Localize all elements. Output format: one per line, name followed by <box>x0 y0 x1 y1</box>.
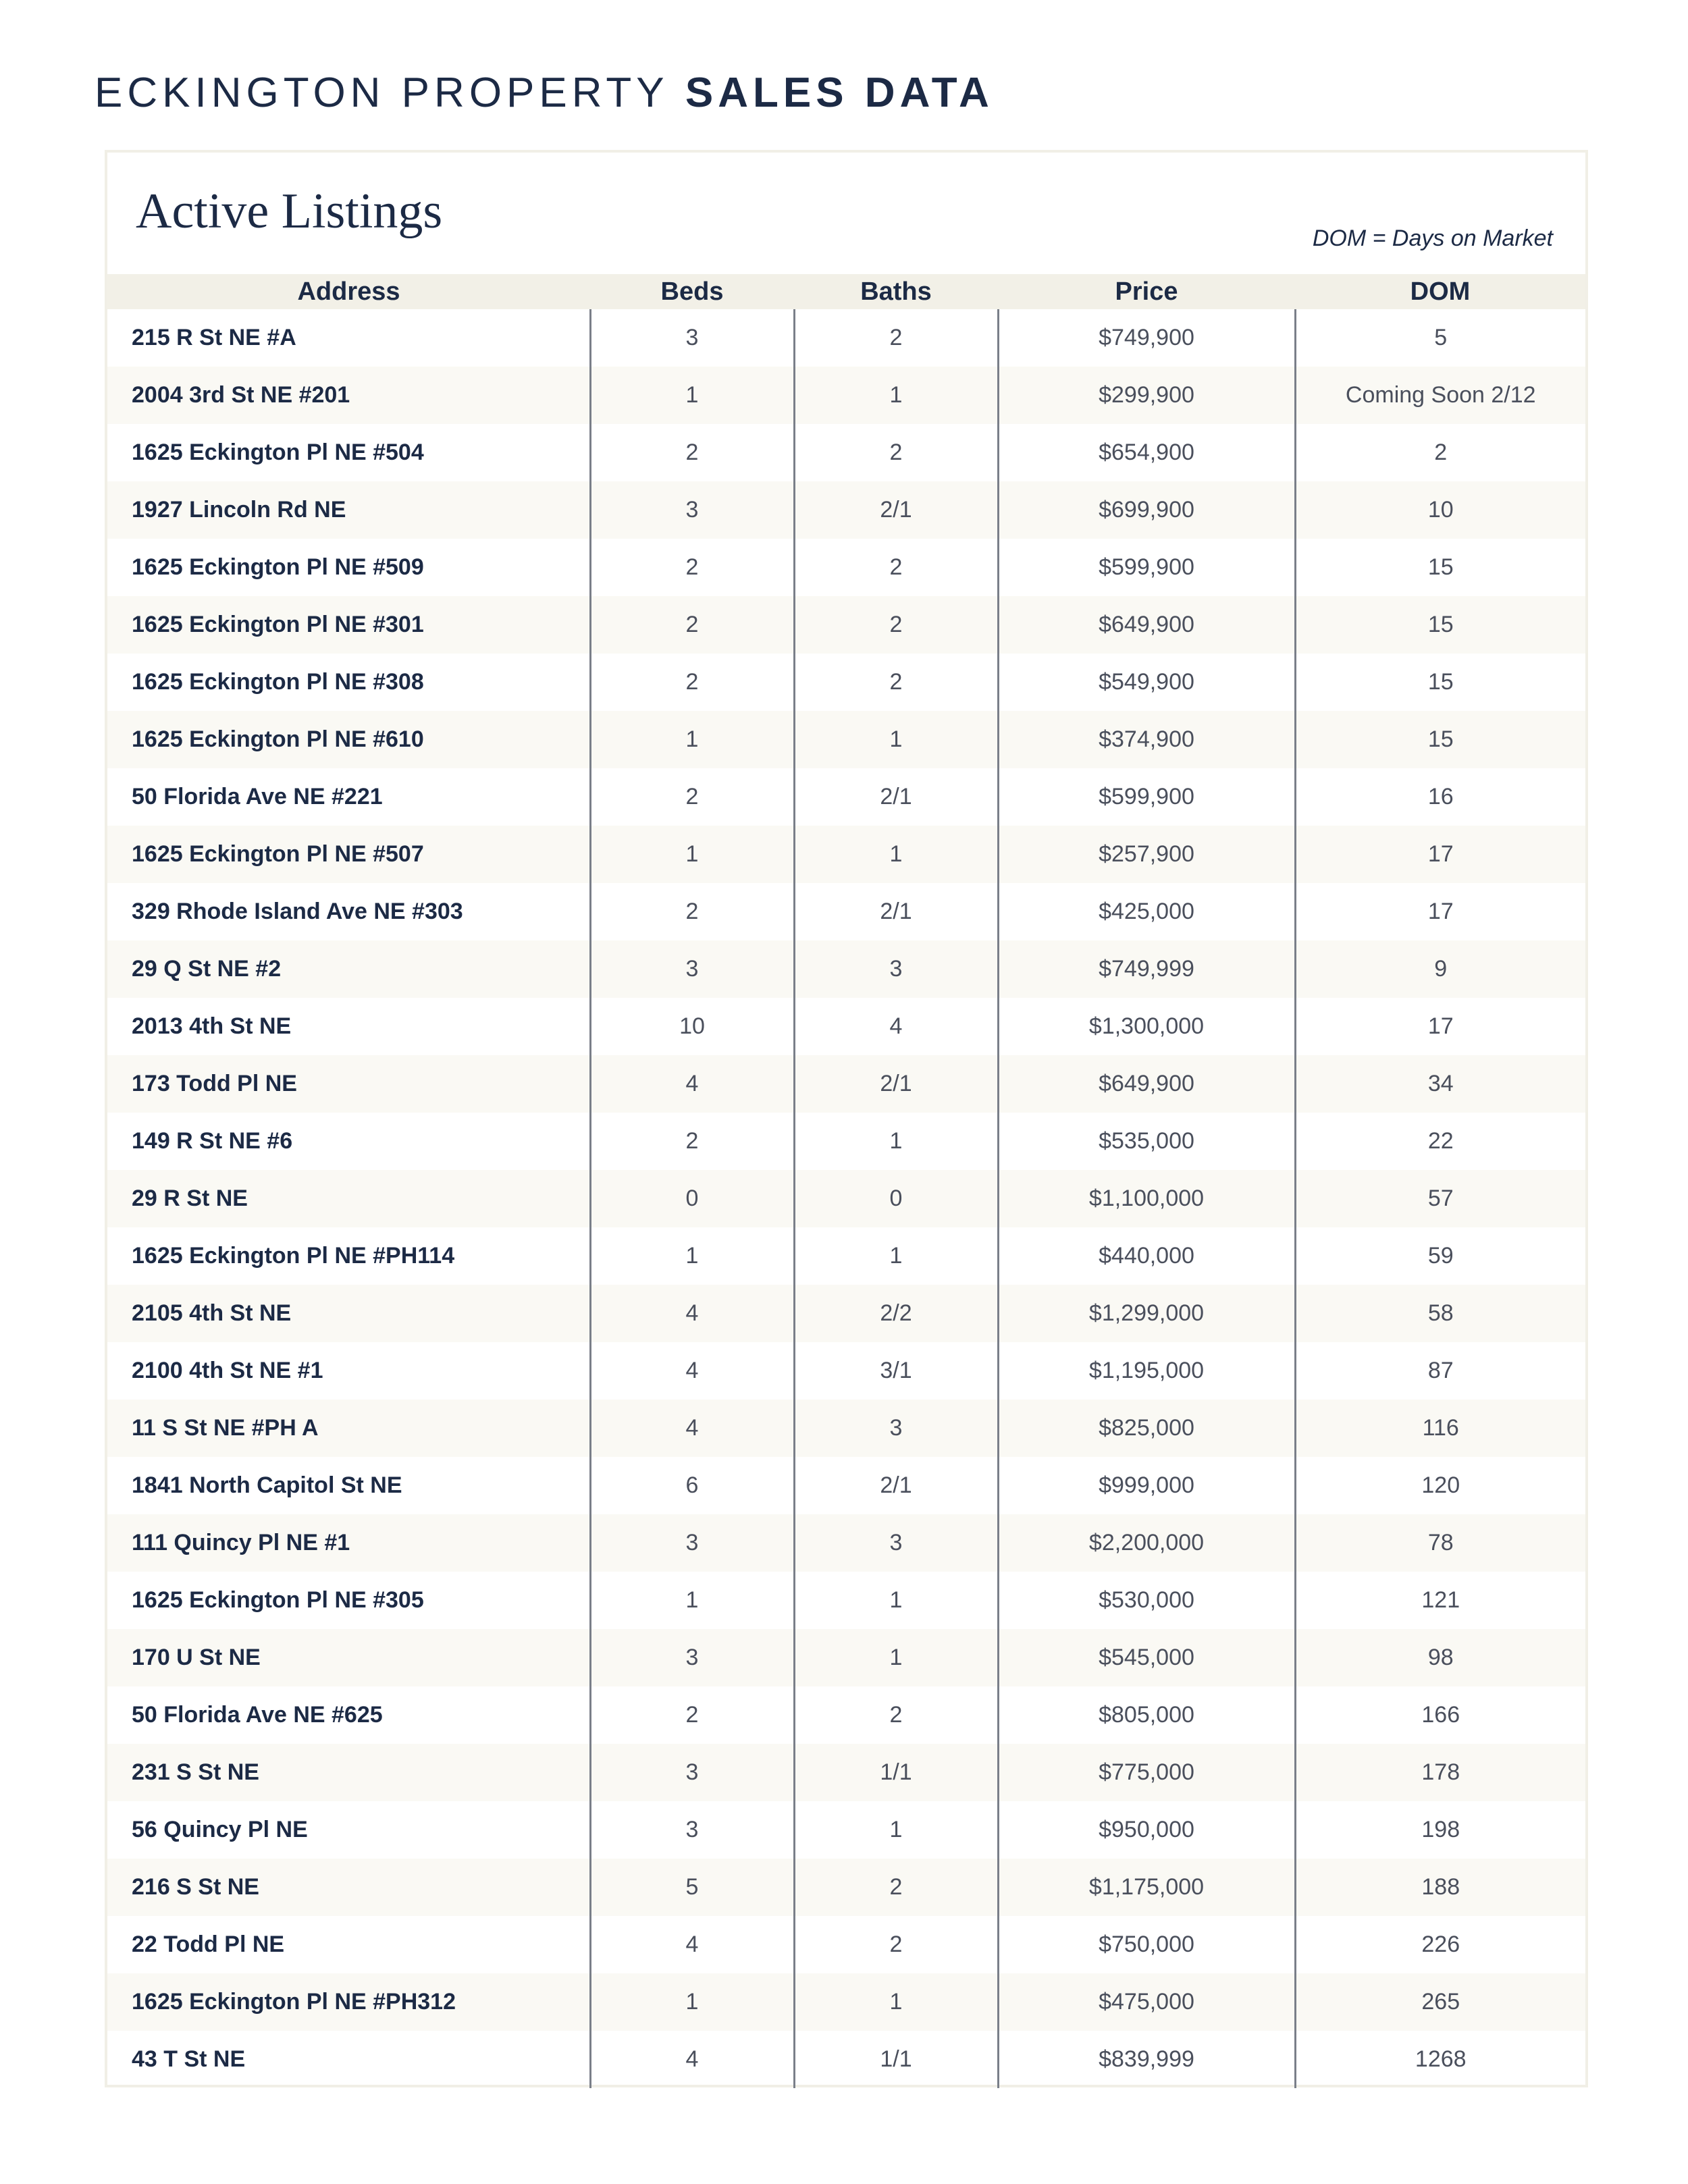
cell-address: 1625 Eckington Pl NE #305 <box>107 1572 590 1629</box>
table-row <box>107 883 1585 940</box>
cell-price: $1,175,000 <box>998 1859 1295 1916</box>
cell-address: 111 Quincy Pl NE #1 <box>107 1514 590 1572</box>
cell-price: $699,900 <box>998 481 1295 539</box>
cell-address: 170 U St NE <box>107 1629 590 1686</box>
cell-baths: 2 <box>794 1686 998 1744</box>
table-row <box>107 539 1585 596</box>
cell-baths: 1/1 <box>794 1744 998 1801</box>
cell-price: $825,000 <box>998 1400 1295 1457</box>
cell-price: $1,299,000 <box>998 1285 1295 1342</box>
column-header-dom: DOM <box>1295 274 1585 309</box>
table-row <box>107 2031 1585 2088</box>
cell-baths: 1 <box>794 1572 998 1629</box>
cell-baths: 2/1 <box>794 883 998 940</box>
cell-dom: 57 <box>1295 1170 1585 1227</box>
cell-beds: 6 <box>590 1457 794 1514</box>
cell-price: $654,900 <box>998 424 1295 481</box>
table-row <box>107 424 1585 481</box>
cell-baths: 1/1 <box>794 2031 998 2088</box>
cell-baths: 2 <box>794 1859 998 1916</box>
table-row <box>107 1686 1585 1744</box>
cell-price: $374,900 <box>998 711 1295 768</box>
table-row <box>107 1572 1585 1629</box>
dom-legend: DOM = Days on Market <box>1312 225 1553 251</box>
cell-dom: 198 <box>1421 1817 1460 1842</box>
cell-price: $749,999 <box>998 940 1295 998</box>
cell-beds: 4 <box>590 1916 794 1973</box>
table-row <box>107 1801 1585 1859</box>
page-title-light: ECKINGTON PROPERTY <box>95 70 669 116</box>
cell-beds: 4 <box>590 1285 794 1342</box>
cell-dom: 9 <box>1295 940 1585 998</box>
table-row <box>107 1113 1585 1170</box>
cell-baths: 1 <box>794 1113 998 1170</box>
cell-dom: 1268 <box>1415 2046 1467 2072</box>
cell-baths: 1 <box>794 1973 998 2031</box>
cell-beds: 3 <box>590 309 794 367</box>
table-row <box>107 1400 1585 1457</box>
table-row <box>107 711 1585 768</box>
cell-beds: 2 <box>590 654 794 711</box>
cell-dom: 15 <box>1295 596 1585 654</box>
cell-beds: 1 <box>590 367 794 424</box>
cell-price: $440,000 <box>998 1227 1295 1285</box>
cell-beds: 5 <box>590 1859 794 1916</box>
cell-address: 2105 4th St NE <box>107 1285 590 1342</box>
cell-dom: 58 <box>1295 1285 1585 1342</box>
cell-dom: 2 <box>1434 440 1448 465</box>
cell-address: 2100 4th St NE #1 <box>107 1342 590 1400</box>
cell-baths: 3 <box>794 1514 998 1572</box>
cell-dom: 121 <box>1421 1587 1460 1613</box>
table-row <box>107 1055 1585 1113</box>
cell-price: $1,300,000 <box>998 998 1295 1055</box>
table-row <box>107 654 1585 711</box>
cell-beds: 1 <box>590 1973 794 2031</box>
cell-dom: 15 <box>1427 669 1454 695</box>
cell-address: 29 Q St NE #2 <box>107 940 590 998</box>
table-row <box>107 1859 1585 1916</box>
cell-price: $750,000 <box>998 1916 1295 1973</box>
table-row <box>107 309 1585 367</box>
column-header-beds: Beds <box>590 274 794 309</box>
table-row <box>107 367 1585 424</box>
column-header-address: Address <box>107 274 590 309</box>
cell-baths: 2/1 <box>794 768 998 826</box>
cell-address: 11 S St NE #PH A <box>107 1400 590 1457</box>
cell-address: 173 Todd Pl NE <box>107 1055 590 1113</box>
table-row <box>107 1457 1585 1514</box>
cell-beds: 1 <box>590 1227 794 1285</box>
cell-beds: 3 <box>590 481 794 539</box>
listings-body <box>107 309 1585 2088</box>
cell-address: 1625 Eckington Pl NE #308 <box>107 654 590 711</box>
cell-beds: 10 <box>590 998 794 1055</box>
page-title <box>95 69 994 117</box>
cell-beds: 1 <box>590 711 794 768</box>
cell-baths: 1 <box>794 367 998 424</box>
cell-baths: 2/1 <box>794 481 998 539</box>
column-header-price: Price <box>998 274 1295 309</box>
cell-beds: 3 <box>590 940 794 998</box>
cell-dom: 15 <box>1295 711 1585 768</box>
table-row <box>107 1170 1585 1227</box>
cell-address: 50 Florida Ave NE #221 <box>107 768 590 826</box>
cell-beds: 2 <box>590 424 794 481</box>
listings-table <box>107 274 1585 2088</box>
table-row <box>107 1744 1585 1801</box>
cell-price: $549,900 <box>998 654 1295 711</box>
cell-price: $425,000 <box>998 883 1295 940</box>
cell-address: 1927 Lincoln Rd NE <box>107 481 590 539</box>
cell-dom: 17 <box>1427 1013 1454 1039</box>
cell-beds: 4 <box>590 1342 794 1400</box>
cell-price: $599,900 <box>998 539 1295 596</box>
cell-baths: 3 <box>794 940 998 998</box>
cell-address: 1841 North Capitol St NE <box>107 1457 590 1514</box>
cell-baths: 2/1 <box>794 1055 998 1113</box>
page-title-bold: SALES DATA <box>685 70 994 116</box>
cell-price: $805,000 <box>998 1686 1295 1744</box>
cell-dom: 78 <box>1295 1514 1585 1572</box>
table-row <box>107 768 1585 826</box>
cell-price: $535,000 <box>998 1113 1295 1170</box>
cell-price: $839,999 <box>998 2031 1295 2088</box>
cell-baths: 2/1 <box>794 1457 998 1514</box>
listings-card <box>105 150 1588 2087</box>
cell-address: 50 Florida Ave NE #625 <box>107 1686 590 1744</box>
table-row <box>107 1227 1585 1285</box>
cell-address: 29 R St NE <box>107 1170 590 1227</box>
cell-dom: 59 <box>1427 1243 1454 1269</box>
cell-price: $999,000 <box>998 1457 1295 1514</box>
cell-dom: 265 <box>1295 1973 1585 2031</box>
cell-dom: 178 <box>1295 1744 1585 1801</box>
cell-dom: 10 <box>1295 481 1585 539</box>
cell-address: 231 S St NE <box>107 1744 590 1801</box>
section-title: Active Listings <box>136 184 443 239</box>
cell-address: 1625 Eckington Pl NE #PH312 <box>107 1973 590 2031</box>
cell-price: $599,900 <box>998 768 1295 826</box>
table-row <box>107 1514 1585 1572</box>
cell-address: 329 Rhode Island Ave NE #303 <box>107 883 590 940</box>
cell-beds: 2 <box>590 539 794 596</box>
cell-baths: 2 <box>794 596 998 654</box>
cell-baths: 4 <box>794 998 998 1055</box>
cell-baths: 2 <box>794 424 998 481</box>
cell-address: 1625 Eckington Pl NE #504 <box>107 424 590 481</box>
cell-dom: 98 <box>1295 1629 1585 1686</box>
table-row <box>107 481 1585 539</box>
cell-address: 56 Quincy Pl NE <box>107 1801 590 1859</box>
cell-dom: 120 <box>1421 1472 1460 1498</box>
cell-beds: 2 <box>590 1686 794 1744</box>
cell-beds: 2 <box>590 1113 794 1170</box>
column-header-baths: Baths <box>794 274 998 309</box>
cell-beds: 2 <box>590 768 794 826</box>
cell-baths: 1 <box>794 1629 998 1686</box>
cell-beds: 1 <box>590 1572 794 1629</box>
cell-dom: 188 <box>1295 1859 1585 1916</box>
cell-address: 1625 Eckington Pl NE #PH114 <box>107 1227 590 1285</box>
cell-address: 22 Todd Pl NE <box>107 1916 590 1973</box>
cell-price: $1,100,000 <box>998 1170 1295 1227</box>
cell-dom: 166 <box>1421 1702 1460 1728</box>
cell-beds: 3 <box>590 1744 794 1801</box>
cell-baths: 2 <box>794 539 998 596</box>
cell-beds: 4 <box>590 1055 794 1113</box>
cell-price: $2,200,000 <box>998 1514 1295 1572</box>
cell-baths: 1 <box>794 1227 998 1285</box>
cell-baths: 3 <box>794 1400 998 1457</box>
cell-price: $775,000 <box>998 1744 1295 1801</box>
cell-address: 1625 Eckington Pl NE #509 <box>107 539 590 596</box>
cell-beds: 0 <box>590 1170 794 1227</box>
cell-price: $749,900 <box>998 309 1295 367</box>
cell-baths: 2 <box>794 309 998 367</box>
cell-price: $530,000 <box>998 1572 1295 1629</box>
cell-address: 149 R St NE #6 <box>107 1113 590 1170</box>
cell-price: $475,000 <box>998 1973 1295 2031</box>
cell-address: 43 T St NE <box>107 2031 590 2088</box>
cell-dom: 17 <box>1295 826 1585 883</box>
cell-price: $649,900 <box>998 1055 1295 1113</box>
cell-baths: 0 <box>794 1170 998 1227</box>
cell-address: 216 S St NE <box>107 1859 590 1916</box>
table-header-row <box>107 274 1585 309</box>
table-row <box>107 998 1585 1055</box>
table-row <box>107 1629 1585 1686</box>
table-row <box>107 1916 1585 1973</box>
cell-dom: 87 <box>1427 1358 1454 1383</box>
cell-address: 1625 Eckington Pl NE #301 <box>107 596 590 654</box>
cell-beds: 2 <box>590 596 794 654</box>
cell-dom: 15 <box>1427 554 1454 580</box>
cell-beds: 4 <box>590 2031 794 2088</box>
cell-beds: 3 <box>590 1514 794 1572</box>
table-row <box>107 1342 1585 1400</box>
cell-beds: 3 <box>590 1629 794 1686</box>
cell-beds: 1 <box>590 826 794 883</box>
cell-baths: 3/1 <box>794 1342 998 1400</box>
cell-baths: 2 <box>794 1916 998 1973</box>
cell-beds: 4 <box>590 1400 794 1457</box>
cell-dom: 17 <box>1427 899 1454 924</box>
table-row <box>107 596 1585 654</box>
table-row <box>107 1973 1585 2031</box>
cell-price: $950,000 <box>998 1801 1295 1859</box>
cell-baths: 2/2 <box>794 1285 998 1342</box>
cell-price: $649,900 <box>998 596 1295 654</box>
cell-baths: 1 <box>794 711 998 768</box>
cell-dom: Coming Soon 2/12 <box>1295 367 1585 424</box>
cell-price: $257,900 <box>998 826 1295 883</box>
cell-dom: 16 <box>1427 784 1454 809</box>
cell-dom: 226 <box>1421 1932 1460 1957</box>
cell-price: $299,900 <box>998 367 1295 424</box>
table-row <box>107 826 1585 883</box>
cell-dom: 22 <box>1427 1128 1454 1154</box>
cell-baths: 2 <box>794 654 998 711</box>
cell-dom: 5 <box>1434 325 1448 350</box>
cell-beds: 2 <box>590 883 794 940</box>
cell-address: 215 R St NE #A <box>107 309 590 367</box>
cell-baths: 1 <box>794 1801 998 1859</box>
cell-dom: 34 <box>1295 1055 1585 1113</box>
cell-address: 1625 Eckington Pl NE #507 <box>107 826 590 883</box>
cell-price: $1,195,000 <box>998 1342 1295 1400</box>
table-row <box>107 940 1585 998</box>
cell-beds: 3 <box>590 1801 794 1859</box>
cell-dom: 116 <box>1295 1400 1585 1457</box>
cell-baths: 1 <box>794 826 998 883</box>
cell-address: 2004 3rd St NE #201 <box>107 367 590 424</box>
cell-address: 1625 Eckington Pl NE #610 <box>107 711 590 768</box>
table-row <box>107 1285 1585 1342</box>
cell-price: $545,000 <box>998 1629 1295 1686</box>
cell-address: 2013 4th St NE <box>107 998 590 1055</box>
